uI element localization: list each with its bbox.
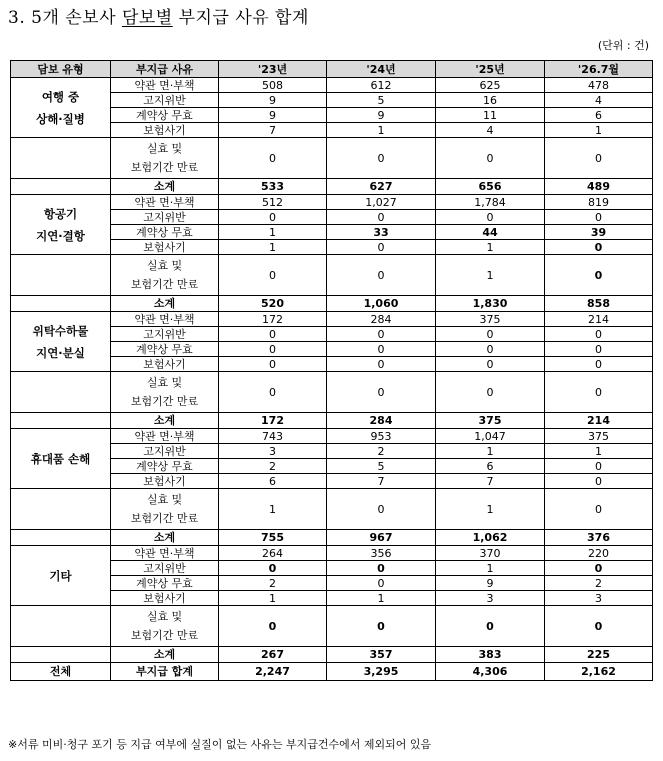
value-cell: 1 [219,591,327,606]
coverage-type-cell [11,78,111,138]
value-cell: 214 [545,312,653,327]
coverage-type-label: 상해·질병 [36,111,85,126]
header-cell: '25년 [436,61,545,78]
value-cell: 370 [436,546,545,561]
value-cell: 9 [219,108,327,123]
coverage-type-blank-cell [11,255,111,296]
value-cell: 0 [219,372,327,413]
value-cell: 0 [327,357,436,372]
subtotal-value: 375 [436,413,545,429]
value-cell: 2 [545,576,653,591]
value-cell: 3 [219,444,327,459]
value-cell: 0 [436,606,545,647]
value-cell: 375 [436,312,545,327]
value-cell: 0 [219,210,327,225]
reason-label: 계약상 무효 [136,459,193,473]
value-cell: 625 [436,78,545,93]
subtotal-value: 225 [545,647,653,663]
value-cell: 478 [545,78,653,93]
value-cell: 0 [327,561,436,576]
subtotal-value: 376 [545,530,653,546]
subtotal-label: 소계 [111,413,219,429]
subtotal-value: 656 [436,179,545,195]
reason-cell [111,459,219,474]
value-cell: 6 [219,474,327,489]
subtotal-row [11,296,653,312]
title-prefix: 3. 5개 손보사 [8,8,122,28]
non-payment-table [10,60,653,681]
reason-cell [111,591,219,606]
value-cell: 0 [327,255,436,296]
reason-label: 약관 면·부책 [134,195,195,209]
table-row [11,138,653,179]
total-value: 3,295 [327,663,436,681]
subtotal-blank-cell [11,179,111,195]
reason-cell [111,489,219,530]
table-row [11,195,653,210]
total-label: 전체 [11,663,111,681]
coverage-type-cell [11,546,111,606]
value-cell: 3 [545,591,653,606]
reason-label: 약관 면·부책 [134,429,195,443]
header-cell: '26.7월 [545,61,653,78]
value-cell: 220 [545,546,653,561]
value-cell: 6 [545,108,653,123]
reason-label: 계약상 무효 [136,576,193,590]
reason-label: 계약상 무효 [136,342,193,356]
coverage-type-label: 여행 중 [41,89,80,104]
subtotal-value: 755 [219,530,327,546]
reason-cell [111,240,219,255]
value-cell: 0 [436,357,545,372]
value-cell: 1,784 [436,195,545,210]
subtotal-row [11,413,653,429]
value-cell: 0 [545,342,653,357]
table-row [11,312,653,327]
value-cell: 4 [436,123,545,138]
reason-label: 약관 면·부책 [134,546,195,560]
value-cell: 1,047 [436,429,545,444]
table-row [11,546,653,561]
value-cell: 4 [545,93,653,108]
header-cell: 담보 유형 [11,61,111,78]
coverage-type-cell [11,429,111,489]
value-cell: 0 [545,459,653,474]
reason-label: 계약상 무효 [136,108,193,122]
value-cell: 2 [327,444,436,459]
value-cell: 0 [327,576,436,591]
subtotal-value: 383 [436,647,545,663]
value-cell: 0 [436,138,545,179]
value-cell: 7 [219,123,327,138]
coverage-type-label: 기타 [49,568,72,583]
total-row [11,663,653,681]
reason-label: 보험기간 만료 [130,278,199,291]
coverage-type-blank-cell [11,138,111,179]
value-cell: 1 [436,255,545,296]
value-cell: 0 [327,327,436,342]
reason-cell [111,372,219,413]
value-cell: 2 [219,576,327,591]
coverage-type-label: 지연·결항 [36,228,85,243]
value-cell: 0 [545,240,653,255]
value-cell: 0 [327,489,436,530]
reason-cell [111,138,219,179]
value-cell: 44 [436,225,545,240]
subtotal-value: 267 [219,647,327,663]
table-row [11,78,653,93]
value-cell: 356 [327,546,436,561]
title-underlined: 담보별 [121,8,173,28]
value-cell: 0 [327,372,436,413]
table-row [11,255,653,296]
value-cell: 0 [545,561,653,576]
reason-cell [111,108,219,123]
subtotal-value: 284 [327,413,436,429]
value-cell: 264 [219,546,327,561]
value-cell: 508 [219,78,327,93]
subtotal-value: 489 [545,179,653,195]
reason-label: 보험사기 [143,591,186,605]
subtotal-blank-cell [11,530,111,546]
subtotal-row [11,179,653,195]
subtotal-value: 1,830 [436,296,545,312]
value-cell: 375 [545,429,653,444]
subtotal-row [11,647,653,663]
subtotal-value: 357 [327,647,436,663]
total-value: 2,162 [545,663,653,681]
table-row [11,489,653,530]
footnote: ※서류 미비·청구 포기 등 지급 여부에 실질이 없는 사유는 부지급건수에서 제외되어 있음 [8,738,432,751]
total-value: 4,306 [436,663,545,681]
coverage-type-cell [11,195,111,255]
value-cell: 1 [436,240,545,255]
reason-cell [111,474,219,489]
reason-label: 고지위반 [143,444,186,458]
reason-cell [111,561,219,576]
value-cell: 0 [436,210,545,225]
coverage-type-label: 휴대품 손해 [30,451,91,466]
value-cell: 0 [219,357,327,372]
reason-label: 보험사기 [143,474,186,488]
value-cell: 1 [436,489,545,530]
value-cell: 7 [436,474,545,489]
value-cell: 1 [219,489,327,530]
reason-cell [111,195,219,210]
value-cell: 1 [327,123,436,138]
coverage-type-blank-cell [11,489,111,530]
reason-cell [111,606,219,647]
coverage-type-blank-cell [11,372,111,413]
total-value: 2,247 [219,663,327,681]
value-cell: 39 [545,225,653,240]
reason-label: 실효 및 [146,493,183,506]
value-cell: 1 [219,225,327,240]
reason-cell [111,312,219,327]
subtotal-label: 소계 [111,530,219,546]
title-suffix: 부지급 사유 합계 [172,8,309,28]
reason-cell [111,78,219,93]
value-cell: 1 [436,444,545,459]
reason-label: 고지위반 [143,327,186,341]
value-cell: 0 [219,606,327,647]
subtotal-label: 소계 [111,296,219,312]
value-cell: 6 [436,459,545,474]
reason-cell [111,576,219,591]
reason-label: 고지위반 [143,561,186,575]
value-cell: 0 [545,255,653,296]
value-cell: 0 [545,474,653,489]
reason-cell [111,342,219,357]
page-title [8,3,309,28]
value-cell: 0 [436,372,545,413]
subtotal-value: 967 [327,530,436,546]
value-cell: 0 [327,342,436,357]
table-row [11,429,653,444]
subtotal-row [11,530,653,546]
reason-cell [111,357,219,372]
reason-label: 실효 및 [146,610,183,623]
reason-label: 보험사기 [143,123,186,137]
header-row [11,61,653,78]
value-cell: 0 [545,327,653,342]
value-cell: 1,027 [327,195,436,210]
value-cell: 0 [327,138,436,179]
value-cell: 9 [327,108,436,123]
subtotal-label: 소계 [111,179,219,195]
reason-label: 약관 면·부책 [134,78,195,92]
subtotal-blank-cell [11,296,111,312]
reason-cell [111,93,219,108]
value-cell: 1 [436,561,545,576]
header-cell: 부지급 사유 [111,61,219,78]
subtotal-value: 627 [327,179,436,195]
value-cell: 0 [219,255,327,296]
value-cell: 33 [327,225,436,240]
subtotal-label: 소계 [111,647,219,663]
header-cell: '23년 [219,61,327,78]
value-cell: 0 [219,327,327,342]
value-cell: 743 [219,429,327,444]
reason-label: 보험기간 만료 [130,512,199,525]
value-cell: 0 [545,210,653,225]
subtotal-blank-cell [11,413,111,429]
reason-cell [111,429,219,444]
value-cell: 5 [327,459,436,474]
coverage-type-label: 지연·분실 [36,345,85,360]
value-cell: 1 [545,123,653,138]
header-cell: '24년 [327,61,436,78]
reason-cell [111,255,219,296]
reason-cell [111,444,219,459]
coverage-type-label: 항공기 [43,206,78,221]
reason-cell [111,546,219,561]
value-cell: 2 [219,459,327,474]
coverage-type-cell [11,312,111,372]
value-cell: 1 [327,591,436,606]
value-cell: 5 [327,93,436,108]
value-cell: 172 [219,312,327,327]
value-cell: 284 [327,312,436,327]
value-cell: 16 [436,93,545,108]
reason-label: 보험기간 만료 [130,629,199,642]
reason-label: 보험사기 [143,357,186,371]
value-cell: 0 [219,138,327,179]
table-body [11,78,653,681]
subtotal-value: 172 [219,413,327,429]
reason-label: 실효 및 [146,142,183,155]
reason-cell [111,123,219,138]
value-cell: 0 [545,357,653,372]
reason-label: 보험사기 [143,240,186,254]
value-cell: 0 [545,489,653,530]
value-cell: 0 [436,327,545,342]
reason-label: 실효 및 [146,259,183,272]
value-cell: 0 [545,138,653,179]
subtotal-value: 1,060 [327,296,436,312]
reason-label: 보험기간 만료 [130,395,199,408]
subtotal-value: 858 [545,296,653,312]
value-cell: 512 [219,195,327,210]
value-cell: 0 [219,561,327,576]
table-row [11,606,653,647]
value-cell: 0 [436,342,545,357]
reason-cell [111,225,219,240]
reason-cell [111,327,219,342]
value-cell: 1 [545,444,653,459]
coverage-type-blank-cell [11,606,111,647]
value-cell: 819 [545,195,653,210]
value-cell: 3 [436,591,545,606]
subtotal-value: 520 [219,296,327,312]
reason-label: 보험기간 만료 [130,161,199,174]
subtotal-value: 533 [219,179,327,195]
reason-label: 고지위반 [143,93,186,107]
value-cell: 0 [327,210,436,225]
coverage-type-label: 위탁수하물 [32,323,89,338]
value-cell: 11 [436,108,545,123]
value-cell: 0 [545,372,653,413]
subtotal-blank-cell [11,647,111,663]
total-reason: 부지급 합계 [111,663,219,681]
reason-label: 실효 및 [146,376,183,389]
value-cell: 9 [436,576,545,591]
value-cell: 0 [327,606,436,647]
value-cell: 0 [545,606,653,647]
value-cell: 9 [219,93,327,108]
value-cell: 612 [327,78,436,93]
value-cell: 7 [327,474,436,489]
subtotal-value: 214 [545,413,653,429]
unit-label: (단위 : 건) [597,39,649,52]
table-row [11,372,653,413]
subtotal-value: 1,062 [436,530,545,546]
reason-label: 약관 면·부책 [134,312,195,326]
value-cell: 0 [327,240,436,255]
value-cell: 1 [219,240,327,255]
reason-label: 계약상 무효 [136,225,193,239]
reason-cell [111,210,219,225]
reason-label: 고지위반 [143,210,186,224]
value-cell: 953 [327,429,436,444]
value-cell: 0 [219,342,327,357]
